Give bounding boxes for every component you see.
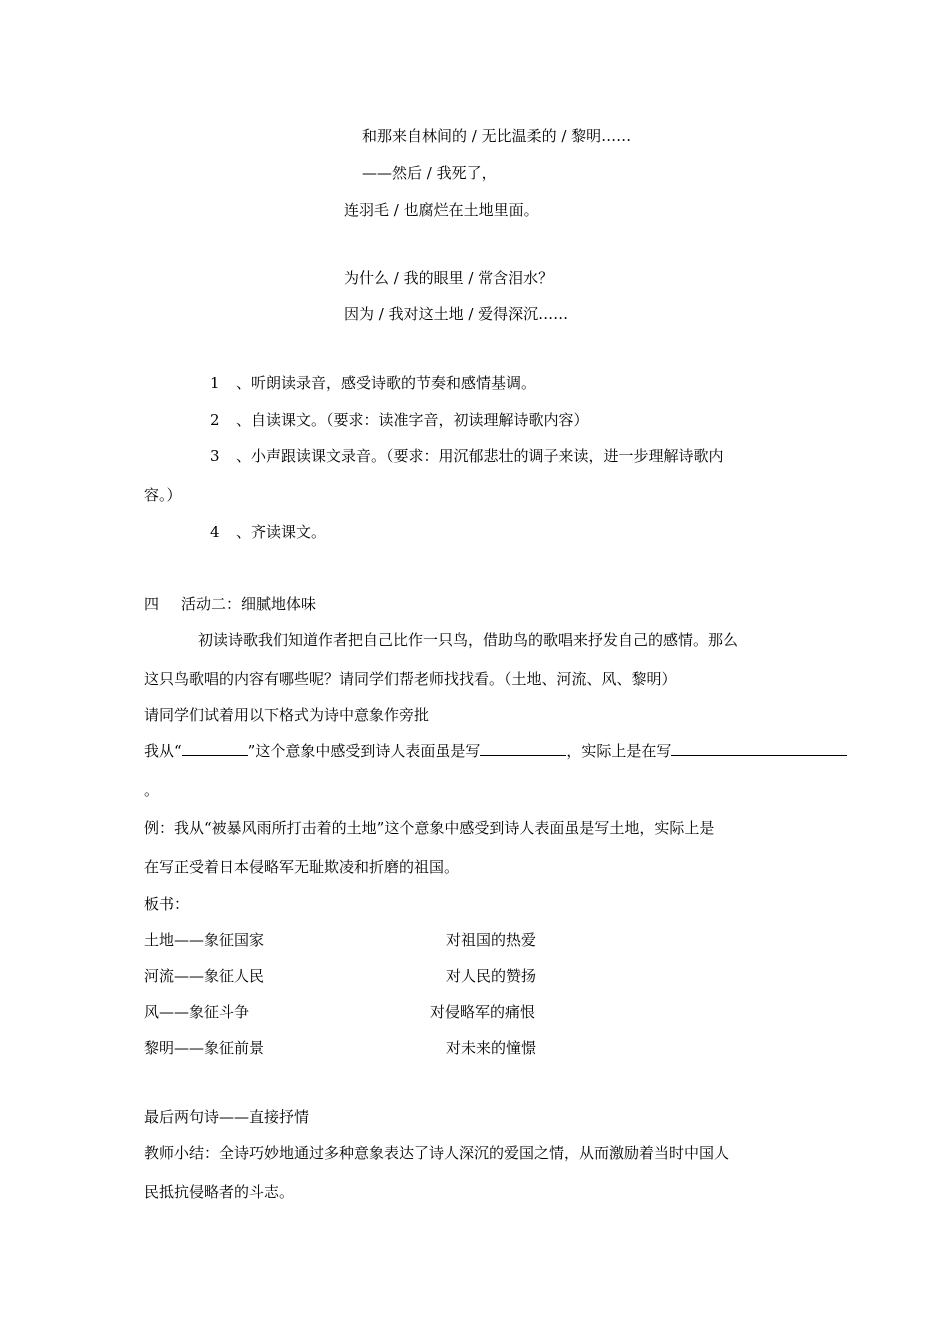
- board-row-left: 黎明——象征前景: [144, 1039, 265, 1057]
- step-text: 、听朗读录音，感受诗歌的节奏和感情基调。: [236, 374, 537, 392]
- paragraph-line-2: 这只鸟歌唱的内容有哪些呢？请同学们帮老师找找看。（土地、河流、风、黎明）: [144, 670, 677, 688]
- section-number: 四: [144, 595, 160, 613]
- blank-surface: [480, 741, 566, 756]
- step-number: 4: [210, 523, 220, 541]
- board-row-right: 对未来的憧憬: [446, 1039, 537, 1057]
- step-4: [210, 522, 326, 542]
- summary-line-1: 教师小结：全诗巧妙地通过多种意象表达了诗人深沉的爱国之情，从而激励着当时中国人: [144, 1144, 730, 1162]
- instruction-text: 请同学们试着用以下格式为诗中意象作旁批: [144, 706, 430, 724]
- board-row-right: 对侵略军的痛恨: [430, 1003, 536, 1021]
- step-text: 、自读课文。（要求：读准字音，初读理解诗歌内容）: [236, 411, 589, 429]
- step-3-continuation: 容。）: [144, 486, 182, 504]
- step-3: [210, 446, 724, 466]
- board-row-left: 风——象征斗争: [144, 1003, 250, 1021]
- step-text: 、齐读课文。: [236, 523, 327, 541]
- board-row-right: 对祖国的热爱: [446, 931, 537, 949]
- blank-image: [182, 741, 248, 756]
- summary-line-2: 民抵抗侵略者的斗志。: [144, 1183, 295, 1201]
- step-number: 1: [210, 374, 220, 392]
- section-heading: [144, 594, 316, 614]
- template-part-c: ，实际上是在写: [566, 742, 672, 760]
- step-number: 2: [210, 411, 220, 429]
- example-line-1: 例：我从“被暴风雨所打击着的土地”这个意象中感受到诗人表面虽是写土地，实际上是: [144, 819, 715, 837]
- board-row-right: 对人民的赞扬: [446, 967, 537, 985]
- board-row-left: 河流——象征人民: [144, 967, 265, 985]
- blank-actual: [671, 741, 847, 756]
- annotation-template: [144, 741, 847, 761]
- final-lines-note: 最后两句诗——直接抒情: [144, 1108, 310, 1126]
- step-text: 、小声跟读课文录音。（要求：用沉郁悲壮的调子来读，进一步理解诗歌内: [236, 447, 724, 465]
- step-2: [210, 410, 589, 430]
- poem-line-5: 因为 / 我对这土地 / 爱得深沉……: [344, 305, 569, 323]
- template-end: 。: [144, 781, 160, 799]
- poem-line-2: ——然后 / 我死了，: [362, 164, 497, 182]
- board-row-left: 土地——象征国家: [144, 931, 265, 949]
- paragraph-line-1: 初读诗歌我们知道作者把自己比作一只鸟，借助鸟的歌唱来抒发自己的感情。那么: [198, 631, 739, 649]
- poem-line-4: 为什么 / 我的眼里 / 常含泪水？: [344, 269, 554, 287]
- example-line-2: 在写正受着日本侵略军无耻欺凌和折磨的祖国。: [144, 858, 460, 876]
- poem-line-1: 和那来自林间的 / 无比温柔的 / 黎明……: [362, 127, 632, 145]
- template-part-a: 我从“: [144, 742, 182, 760]
- board-label: 板书：: [144, 895, 190, 913]
- template-part-b: ”这个意象中感受到诗人表面虽是写: [247, 742, 481, 760]
- step-1: [210, 373, 536, 393]
- step-number: 3: [210, 447, 220, 465]
- section-title: 活动二：细腻地体味: [181, 595, 317, 613]
- poem-line-3: 连羽毛 / 也腐烂在土地里面。: [344, 201, 539, 219]
